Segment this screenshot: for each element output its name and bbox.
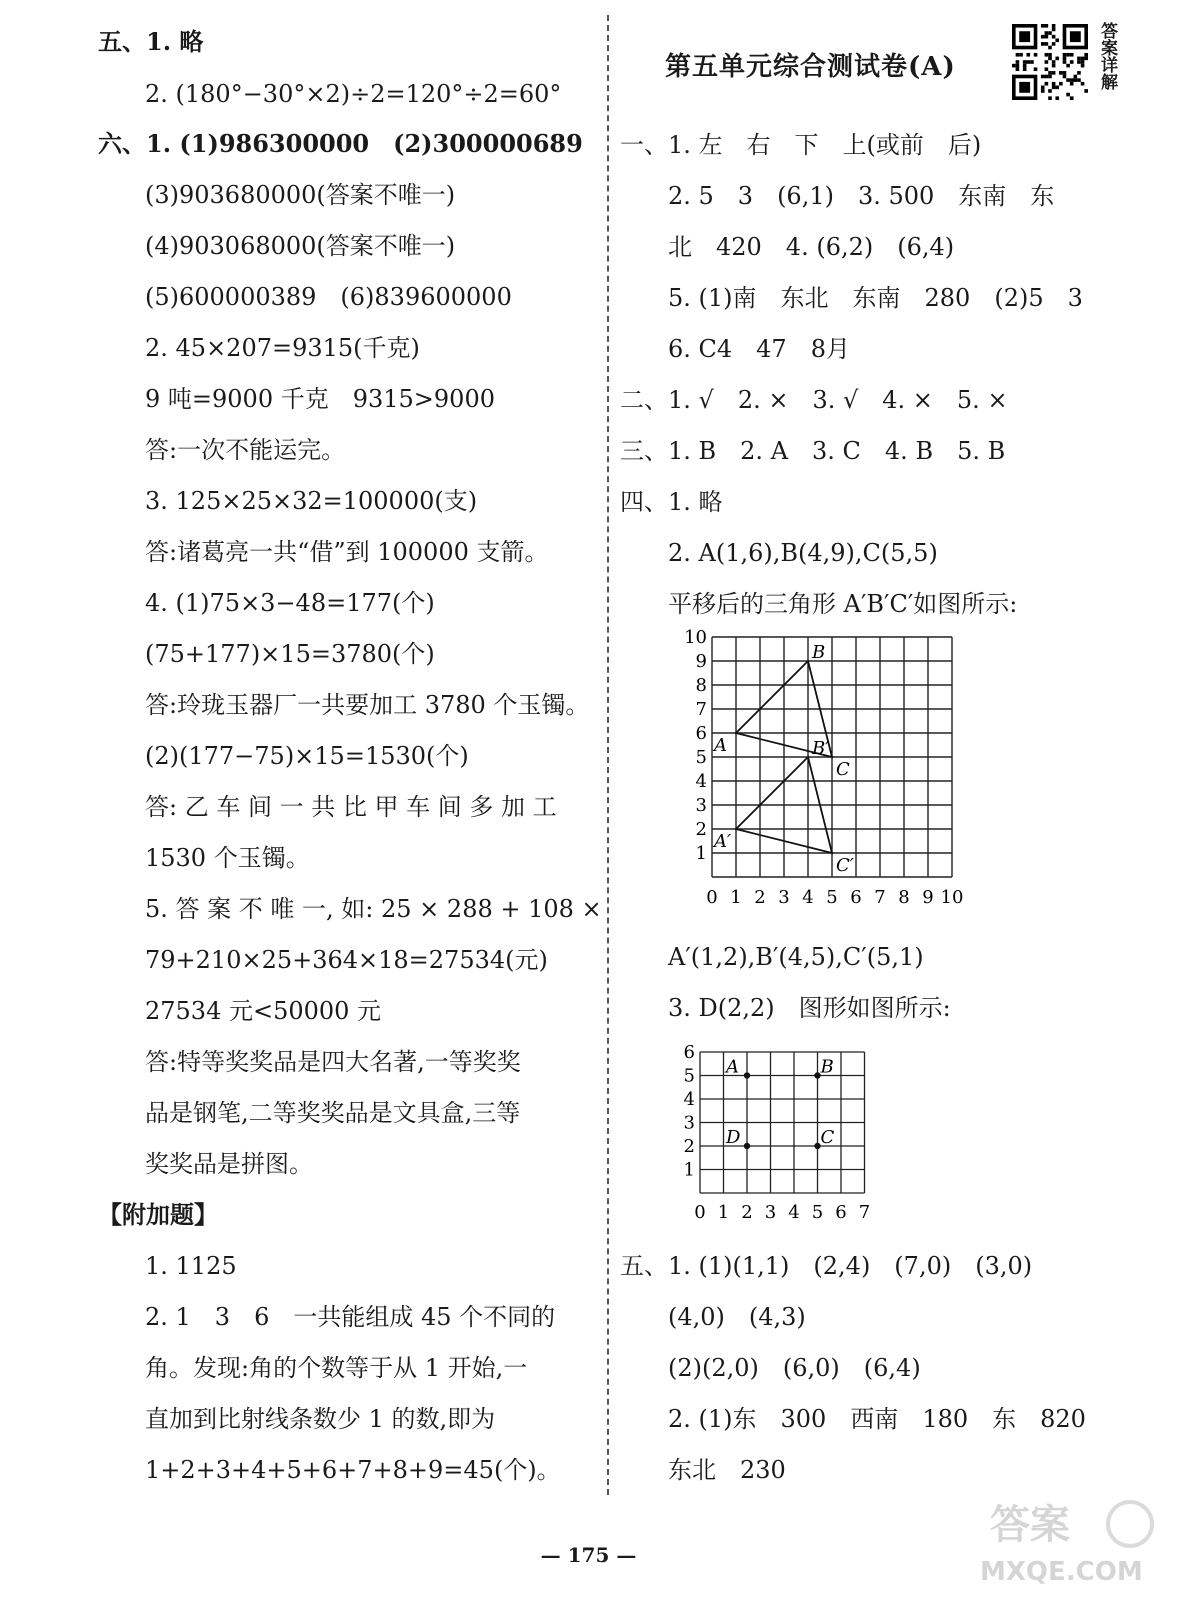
qr-module xyxy=(1048,96,1052,100)
section-5-heading: 五、1. 略 xyxy=(98,27,204,56)
answer-line: 2. 1 3 6 一共能组成 45 个不同的 xyxy=(145,1303,556,1331)
qr-code-icon[interactable] xyxy=(1012,24,1088,100)
qr-module xyxy=(1048,75,1052,79)
answer-line: 品是钢笔,二等奖奖品是文具盒,三等 xyxy=(145,1099,521,1127)
qr-module xyxy=(1016,60,1020,64)
qr-module xyxy=(1070,53,1074,57)
qr-module xyxy=(1081,60,1085,64)
point-label: C xyxy=(836,759,850,780)
answer-line: 平移后的三角形 A′B′C′如图所示: xyxy=(668,590,1018,618)
y-tick-label: 1 xyxy=(683,1159,695,1181)
y-tick-label: 8 xyxy=(695,675,707,696)
qr-module xyxy=(1019,53,1023,57)
qr-module xyxy=(1041,42,1045,46)
qr-module xyxy=(1041,35,1045,39)
qr-module xyxy=(1026,53,1030,57)
qr-module xyxy=(1052,60,1056,64)
qr-module xyxy=(1052,42,1056,46)
answer-line: 答:特等奖奖品是四大名著,一等奖奖 xyxy=(145,1048,521,1076)
answer-line: A′(1,2),B′(4,5),C′(5,1) xyxy=(668,943,924,971)
answer-line: 二、1. √ 2. × 3. √ 4. × 5. × xyxy=(620,386,1008,414)
x-tick-label: 1 xyxy=(730,887,742,908)
qr-module xyxy=(1034,53,1038,57)
answer-line: 三、1. B 2. A 3. C 4. B 5. B xyxy=(620,437,1006,465)
qr-module xyxy=(1063,71,1067,75)
answer-line: 9 吨=9000 千克 9315>9000 xyxy=(145,385,495,413)
qr-module xyxy=(1045,82,1049,86)
y-tick-label: 4 xyxy=(683,1089,695,1110)
answer-line: (4)903068000(答案不唯一) xyxy=(145,232,456,260)
y-tick-label: 2 xyxy=(683,1136,695,1157)
x-tick-label: 1 xyxy=(717,1202,730,1223)
x-tick-label: 4 xyxy=(802,887,814,908)
answer-line: 5. (1)南 东北 东南 280 (2)5 3 xyxy=(668,284,1083,312)
qr-label: 答案详解 xyxy=(1097,22,1117,90)
qr-module xyxy=(1048,89,1052,93)
answer-line: 北 420 4. (6,2) (6,4) xyxy=(668,233,955,261)
x-tick-label: 3 xyxy=(778,887,790,908)
qr-module xyxy=(1045,75,1049,79)
y-tick-label: 6 xyxy=(695,723,707,744)
x-tick-label: 7 xyxy=(874,887,886,908)
qr-module xyxy=(1041,89,1045,93)
x-tick-label: 9 xyxy=(922,887,934,908)
qr-module xyxy=(1077,60,1081,64)
qr-module xyxy=(1048,46,1052,50)
qr-module xyxy=(1045,60,1049,64)
answer-line: 4. (1)75×3−48=177(个) xyxy=(145,589,435,617)
point-label: B xyxy=(812,642,826,663)
qr-module xyxy=(1052,28,1056,32)
point-label: B xyxy=(820,1056,834,1078)
qr-module xyxy=(1055,86,1059,90)
x-tick-label: 8 xyxy=(898,887,910,908)
y-tick-label: 3 xyxy=(683,1112,695,1134)
coordinate-grid-triangles xyxy=(676,627,976,920)
x-tick-label: 2 xyxy=(754,887,766,908)
extra-heading: 【附加题】 xyxy=(98,1200,218,1229)
x-tick-label: 2 xyxy=(741,1202,753,1223)
answer-line: 1+2+3+4+5+6+7+8+9=45(个)。 xyxy=(145,1456,561,1484)
answer-line: (75+177)×15=3780(个) xyxy=(145,640,435,668)
coordinate-grid-rectangle xyxy=(676,1042,886,1228)
answer-line: 3. D(2,2) 图形如图所示: xyxy=(668,994,951,1022)
point-label: D xyxy=(726,1127,741,1148)
qr-module xyxy=(1055,96,1059,100)
qr-module xyxy=(1016,64,1020,68)
qr-module xyxy=(1016,53,1020,57)
qr-module xyxy=(1074,75,1078,79)
svg-text:答案: 答案 xyxy=(990,1502,1070,1548)
qr-module xyxy=(1045,31,1049,35)
qr-module xyxy=(1052,24,1056,28)
point-label: B′ xyxy=(812,738,830,759)
y-tick-label: 1 xyxy=(695,843,707,864)
qr-module xyxy=(1063,53,1067,57)
qr-module xyxy=(1023,67,1027,71)
qr-finder-core xyxy=(1019,31,1030,42)
qr-module xyxy=(1048,57,1052,61)
y-tick-label: 2 xyxy=(695,819,707,840)
answer-line: (2)(2,0) (6,0) (6,4) xyxy=(668,1354,921,1382)
answer-line: 3. 125×25×32=100000(支) xyxy=(145,487,478,515)
point-dot xyxy=(744,1143,750,1149)
qr-module xyxy=(1034,67,1038,71)
qr-module xyxy=(1052,71,1056,75)
y-tick-label: 10 xyxy=(684,627,707,648)
x-tick-label: 0 xyxy=(706,887,718,908)
y-tick-label: 9 xyxy=(695,651,707,672)
qr-module xyxy=(1052,82,1056,86)
qr-module xyxy=(1052,86,1056,90)
qr-module xyxy=(1070,78,1074,82)
answer-line: (4,0) (4,3) xyxy=(668,1303,806,1331)
qr-module xyxy=(1041,75,1045,79)
qr-module xyxy=(1045,67,1049,71)
answer-line: 2. A(1,6),B(4,9),C(5,5) xyxy=(668,539,938,567)
qr-module xyxy=(1041,24,1045,28)
answer-line: 四、1. 略 xyxy=(620,488,723,516)
qr-module xyxy=(1023,60,1027,64)
qr-module xyxy=(1023,64,1027,68)
svg-text:MXQE.COM: MXQE.COM xyxy=(980,1557,1143,1587)
point-label: A xyxy=(714,735,727,756)
x-tick-label: 5 xyxy=(826,887,838,908)
qr-module xyxy=(1081,82,1085,86)
x-tick-label: 0 xyxy=(694,1202,706,1223)
qr-module xyxy=(1059,82,1063,86)
qr-module xyxy=(1026,60,1030,64)
qr-module xyxy=(1066,93,1070,97)
qr-module xyxy=(1045,35,1049,39)
page-title: 第五单元综合测试卷(A) xyxy=(665,52,956,82)
qr-module xyxy=(1052,35,1056,39)
point-label: A xyxy=(726,1056,739,1078)
answer-line: 奖奖品是拼图。 xyxy=(145,1150,313,1178)
point-label: A′ xyxy=(714,831,732,852)
qr-module xyxy=(1081,64,1085,68)
x-tick-label: 6 xyxy=(850,887,862,908)
section-6-heading: 六、1. (1)986300000 (2)300000689 xyxy=(98,129,583,158)
qr-module xyxy=(1081,57,1085,61)
y-tick-label: 6 xyxy=(683,1042,695,1063)
answer-line: 1. 1125 xyxy=(145,1252,237,1280)
answer-line: 79+210×25+364×18=27534(元) xyxy=(145,946,548,974)
qr-module xyxy=(1084,53,1088,57)
qr-module xyxy=(1084,89,1088,93)
answer-line: (2)(177−75)×15=1530(个) xyxy=(145,742,469,770)
y-tick-label: 5 xyxy=(683,1065,695,1087)
qr-module xyxy=(1055,57,1059,61)
qr-module xyxy=(1070,96,1074,100)
y-tick-label: 5 xyxy=(695,747,707,768)
qr-module xyxy=(1048,71,1052,75)
answer-line: 答:玲珑玉器厂一共要加工 3780 个玉镯。 xyxy=(145,691,590,719)
qr-module xyxy=(1077,71,1081,75)
answer-line: (5)600000389 (6)839600000 xyxy=(145,283,512,311)
qr-module xyxy=(1077,78,1081,82)
qr-module xyxy=(1045,53,1049,57)
qr-module xyxy=(1063,60,1067,64)
qr-module xyxy=(1041,86,1045,90)
answer-line: 五、1. (1)(1,1) (2,4) (7,0) (3,0) xyxy=(620,1252,1033,1280)
answer-line: 2. (180°−30°×2)÷2=120°÷2=60° xyxy=(145,80,562,108)
answer-line: 1530 个玉镯。 xyxy=(145,844,310,872)
qr-finder-core xyxy=(1070,31,1081,42)
qr-module xyxy=(1048,31,1052,35)
answer-line: 2. 45×207=9315(千克) xyxy=(145,334,420,362)
qr-module xyxy=(1048,53,1052,57)
answer-line: 角。发现:角的个数等于从 1 开始,一 xyxy=(145,1354,528,1382)
qr-module xyxy=(1045,42,1049,46)
qr-module xyxy=(1030,60,1034,64)
qr-module xyxy=(1066,64,1070,68)
qr-module xyxy=(1059,71,1063,75)
x-tick-label: 10 xyxy=(940,887,964,908)
answer-line: 东北 230 xyxy=(668,1456,786,1484)
qr-module xyxy=(1070,60,1074,64)
qr-module xyxy=(1052,64,1056,68)
x-tick-label: 7 xyxy=(858,1202,871,1223)
point-label: C′ xyxy=(836,855,854,876)
qr-module xyxy=(1055,38,1059,42)
y-tick-label: 4 xyxy=(695,771,707,792)
x-tick-label: 6 xyxy=(835,1202,847,1223)
qr-module xyxy=(1066,78,1070,82)
answer-line: 2. 5 3 (6,1) 3. 500 东南 东 xyxy=(668,182,1055,210)
answer-line: 5. 答 案 不 唯 一, 如: 25 × 288 + 108 × xyxy=(145,895,602,923)
y-tick-label: 3 xyxy=(695,795,707,816)
point-dot xyxy=(744,1072,750,1078)
y-tick-label: 7 xyxy=(695,699,707,720)
qr-module xyxy=(1016,67,1020,71)
qr-module xyxy=(1063,75,1067,79)
answer-line: 27534 元<50000 元 xyxy=(145,997,382,1025)
answer-line: 一、1. 左 右 下 上(或前 后) xyxy=(620,131,982,159)
qr-module xyxy=(1084,57,1088,61)
page-number: — 175 — xyxy=(540,1543,637,1567)
qr-module xyxy=(1045,24,1049,28)
answer-line: 2. (1)东 300 西南 180 东 820 xyxy=(668,1405,1086,1433)
watermark-logo xyxy=(950,1490,1170,1590)
qr-module xyxy=(1066,53,1070,57)
qr-module xyxy=(1063,57,1067,61)
answer-line: 答: 乙 车 间 一 共 比 甲 车 间 多 加 工 xyxy=(145,793,557,821)
point-label: C xyxy=(820,1127,835,1148)
qr-module xyxy=(1012,64,1016,68)
answer-line: (3)903680000(答案不唯一) xyxy=(145,181,456,209)
answer-line: 答:一次不能运完。 xyxy=(145,436,346,464)
x-tick-label: 3 xyxy=(764,1202,777,1223)
x-tick-label: 4 xyxy=(788,1202,800,1223)
qr-module xyxy=(1070,82,1074,86)
x-tick-label: 5 xyxy=(811,1202,824,1223)
qr-module xyxy=(1077,57,1081,61)
qr-module xyxy=(1074,78,1078,82)
qr-finder-core xyxy=(1019,82,1030,93)
answer-line: 答:诸葛亮一共“借”到 100000 支箭。 xyxy=(145,538,549,566)
column-divider xyxy=(607,15,609,1495)
answer-line: 直加到比射线条数少 1 的数,即为 xyxy=(145,1405,496,1433)
answer-line: 6. C4 47 8月 xyxy=(668,335,850,363)
